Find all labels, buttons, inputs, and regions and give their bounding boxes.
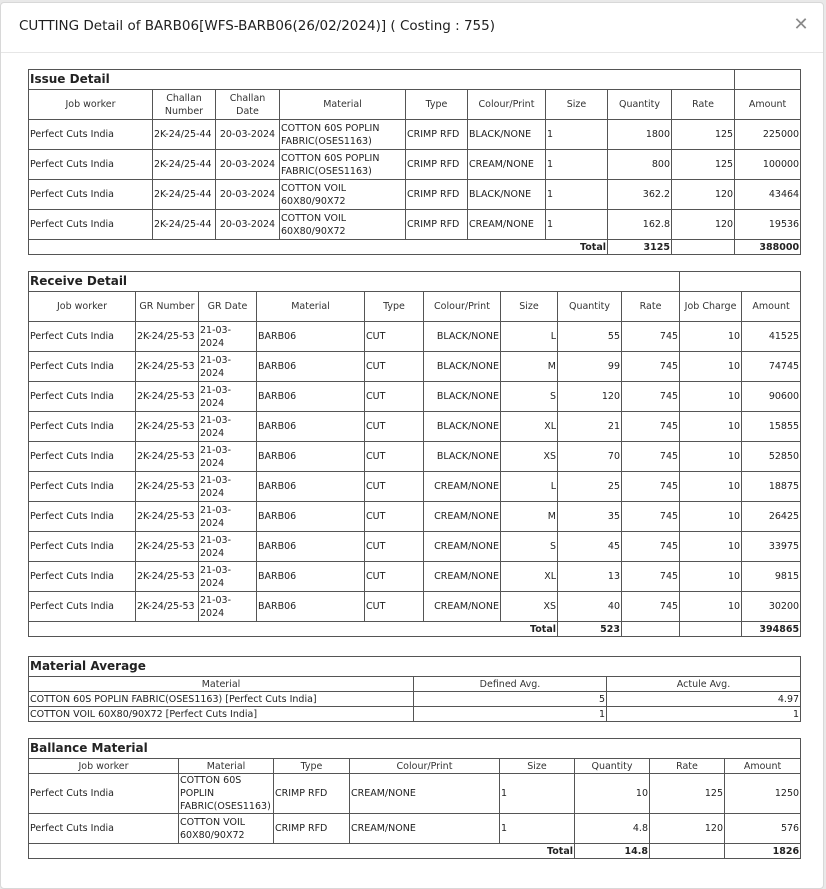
column-header: Size [500,759,575,774]
table-cell: BARB06 [257,592,365,622]
table-cell: Perfect Cuts India [29,210,153,240]
table-cell: 33975 [742,532,801,562]
table-cell: COTTON 60S POPLIN FABRIC(OSES1163) [280,120,406,150]
section-title: Issue Detail [29,70,735,90]
table-cell: 10 [680,442,742,472]
table-cell: Perfect Cuts India [29,412,136,442]
table-cell: 19536 [735,210,801,240]
column-header: Job worker [29,90,153,120]
total-row [29,622,801,637]
total-row [29,844,801,859]
table-cell: 10 [680,562,742,592]
table-cell: 18875 [742,472,801,502]
table-cell: 120 [650,814,725,844]
table-cell: BLACK/NONE [468,120,546,150]
table-cell: BLACK/NONE [424,412,501,442]
table-cell: 2K-24/25-53 [136,472,199,502]
table-cell: Perfect Cuts India [29,532,136,562]
table-cell: 2K-24/25-44 [153,120,216,150]
total-quantity: 14.8 [575,844,650,859]
table-cell: 21-03-2024 [199,412,257,442]
table-cell: 10 [575,774,650,814]
table-cell: 225000 [735,120,801,150]
material-average-table [28,656,801,722]
table-cell: Perfect Cuts India [29,120,153,150]
table-row [29,120,801,150]
column-header: Challan Date [216,90,280,120]
column-header: Material [29,677,414,692]
issue-detail-section [28,69,800,255]
table-cell: BARB06 [257,442,365,472]
table-cell: 20-03-2024 [216,150,280,180]
table-cell: 21-03-2024 [199,562,257,592]
table-cell: Perfect Cuts India [29,442,136,472]
section-title: Receive Detail [29,272,680,292]
balance-material-section [28,738,800,859]
column-header: Rate [672,90,735,120]
column-header: Actule Avg. [607,677,801,692]
table-cell: 1800 [608,120,672,150]
column-header: Type [274,759,350,774]
table-cell: BARB06 [257,352,365,382]
table-cell: 10 [680,532,742,562]
table-cell: BARB06 [257,472,365,502]
table-cell: M [501,502,558,532]
table-cell: COTTON 60S POPLIN FABRIC(OSES1163) [280,150,406,180]
table-cell: CREAM/NONE [468,210,546,240]
table-cell: BLACK/NONE [424,382,501,412]
column-header: Challan Number [153,90,216,120]
table-cell: COTTON VOIL 60X80/90X72 [Perfect Cuts India] [29,707,414,722]
table-cell: 21-03-2024 [199,532,257,562]
table-cell: BLACK/NONE [424,352,501,382]
table-cell: 1 [546,150,608,180]
table-cell: 10 [680,322,742,352]
table-cell: CREAM/NONE [350,814,500,844]
table-cell: 745 [622,322,680,352]
table-cell: 1 [414,707,607,722]
table-cell: 21-03-2024 [199,382,257,412]
table-cell: CUT [365,562,424,592]
table-cell: 20-03-2024 [216,180,280,210]
table-cell: 745 [622,412,680,442]
table-cell: 745 [622,592,680,622]
table-cell: CRIMP RFD [406,150,468,180]
table-cell: 21-03-2024 [199,442,257,472]
table-cell: CREAM/NONE [424,472,501,502]
table-cell: COTTON VOIL 60X80/90X72 [179,814,274,844]
table-cell: Perfect Cuts India [29,382,136,412]
table-cell: CREAM/NONE [424,532,501,562]
table-cell: CREAM/NONE [350,774,500,814]
table-cell: CRIMP RFD [274,774,350,814]
column-header: Job Charge [680,292,742,322]
table-cell: 2K-24/25-53 [136,562,199,592]
table-cell: CREAM/NONE [424,562,501,592]
total-quantity: 3125 [608,240,672,255]
column-header: Type [365,292,424,322]
column-header: GR Number [136,292,199,322]
total-amount: 388000 [735,240,801,255]
table-cell: CUT [365,592,424,622]
table-cell: 745 [622,382,680,412]
table-cell: 2K-24/25-53 [136,442,199,472]
table-cell: 1 [546,120,608,150]
table-header-row [29,292,801,322]
table-cell: 35 [558,502,622,532]
total-quantity: 523 [558,622,622,637]
table-cell: CUT [365,472,424,502]
table-cell: BARB06 [257,532,365,562]
column-header: Rate [622,292,680,322]
table-row [29,562,801,592]
table-cell: 13 [558,562,622,592]
table-cell: Perfect Cuts India [29,592,136,622]
column-header: Size [501,292,558,322]
table-cell: 21-03-2024 [199,502,257,532]
balance-material-table [28,738,801,859]
table-cell: 2K-24/25-44 [153,150,216,180]
table-cell: 125 [672,120,735,150]
modal-header [1,3,823,53]
table-cell: 10 [680,502,742,532]
total-label: Total [29,622,558,637]
table-cell: Perfect Cuts India [29,502,136,532]
table-cell: 745 [622,502,680,532]
table-row [29,322,801,352]
table-cell: 40 [558,592,622,622]
cutting-detail-modal [0,2,824,889]
table-cell: 21-03-2024 [199,352,257,382]
table-row [29,442,801,472]
column-header: Rate [650,759,725,774]
column-header: Amount [735,90,801,120]
column-header: Type [406,90,468,120]
table-cell: S [501,382,558,412]
table-cell: 10 [680,592,742,622]
table-cell: 120 [672,210,735,240]
section-title: Ballance Material [29,739,801,759]
column-header: Amount [742,292,801,322]
table-cell: CREAM/NONE [424,502,501,532]
table-cell: Perfect Cuts India [29,774,179,814]
total-amount: 1826 [725,844,801,859]
table-cell: 125 [650,774,725,814]
table-cell: 745 [622,532,680,562]
table-cell: 2K-24/25-53 [136,382,199,412]
table-row [29,502,801,532]
column-header: Quantity [575,759,650,774]
table-cell: 5 [414,692,607,707]
table-cell: 9815 [742,562,801,592]
section-title: Material Average [29,657,801,677]
table-cell: COTTON VOIL 60X80/90X72 [280,210,406,240]
table-cell: Perfect Cuts India [29,472,136,502]
table-cell: CREAM/NONE [424,592,501,622]
table-cell: 745 [622,472,680,502]
table-cell: S [501,532,558,562]
table-cell: 1 [500,774,575,814]
table-cell: 100000 [735,150,801,180]
table-cell: 162.8 [608,210,672,240]
table-cell: 2K-24/25-53 [136,322,199,352]
table-row [29,814,801,844]
column-header: Defined Avg. [414,677,607,692]
table-cell: CUT [365,322,424,352]
table-cell: CRIMP RFD [406,210,468,240]
table-cell: Perfect Cuts India [29,814,179,844]
table-cell: BLACK/NONE [468,180,546,210]
table-cell: XS [501,442,558,472]
table-cell: 576 [725,814,801,844]
table-cell: 30200 [742,592,801,622]
table-row [29,532,801,562]
total-amount: 394865 [742,622,801,637]
table-cell: 2K-24/25-53 [136,592,199,622]
table-cell: BARB06 [257,562,365,592]
total-label: Total [29,844,575,859]
table-cell: 10 [680,412,742,442]
table-cell: 55 [558,322,622,352]
table-cell: XL [501,412,558,442]
table-cell: 20-03-2024 [216,120,280,150]
table-cell: CUT [365,352,424,382]
table-cell: XL [501,562,558,592]
table-row [29,412,801,442]
table-cell: 21 [558,412,622,442]
table-cell: 1 [607,707,801,722]
table-cell: BLACK/NONE [424,442,501,472]
table-cell: 15855 [742,412,801,442]
table-cell: XS [501,592,558,622]
receive-detail-section [28,271,800,637]
table-cell: 43464 [735,180,801,210]
table-cell: 26425 [742,502,801,532]
table-cell: 21-03-2024 [199,592,257,622]
column-header: Job worker [29,292,136,322]
table-cell: 99 [558,352,622,382]
material-average-section [28,656,800,722]
table-cell: 10 [680,352,742,382]
table-cell: 125 [672,150,735,180]
column-header: Job worker [29,759,179,774]
table-cell: 10 [680,472,742,502]
table-cell: CUT [365,502,424,532]
table-cell: 70 [558,442,622,472]
table-cell: Perfect Cuts India [29,180,153,210]
table-row [29,707,801,722]
table-cell: COTTON 60S POPLIN FABRIC(OSES1163) [179,774,274,814]
table-cell: 2K-24/25-53 [136,502,199,532]
table-cell: Perfect Cuts India [29,322,136,352]
table-cell: CRIMP RFD [406,180,468,210]
table-cell: 1 [500,814,575,844]
table-cell: 21-03-2024 [199,322,257,352]
table-cell: CREAM/NONE [468,150,546,180]
column-header: Material [280,90,406,120]
close-icon[interactable]: ✕ [793,14,809,35]
table-cell: BARB06 [257,322,365,352]
table-cell: CRIMP RFD [274,814,350,844]
table-cell: BLACK/NONE [424,322,501,352]
column-header: Colour/Print [424,292,501,322]
column-header: Amount [725,759,801,774]
table-cell: COTTON 60S POPLIN FABRIC(OSES1163) [Perfect Cuts India] [29,692,414,707]
table-row [29,210,801,240]
table-cell: Perfect Cuts India [29,562,136,592]
table-header-row [29,90,801,120]
table-cell: 745 [622,562,680,592]
column-header: Colour/Print [468,90,546,120]
table-cell: 4.97 [607,692,801,707]
table-cell: 2K-24/25-44 [153,180,216,210]
table-cell: 10 [680,382,742,412]
table-cell: 21-03-2024 [199,472,257,502]
table-cell: BARB06 [257,502,365,532]
table-cell: 2K-24/25-44 [153,210,216,240]
table-cell: CUT [365,442,424,472]
total-label: Total [29,240,608,255]
column-header: GR Date [199,292,257,322]
column-header: Quantity [558,292,622,322]
receive-detail-table [28,271,801,637]
table-cell: 20-03-2024 [216,210,280,240]
table-cell: 362.2 [608,180,672,210]
table-cell: 2K-24/25-53 [136,352,199,382]
table-row [29,692,801,707]
table-cell: 120 [672,180,735,210]
table-cell: 800 [608,150,672,180]
table-cell: Perfect Cuts India [29,150,153,180]
modal-title: CUTTING Detail of BARB06[WFS-BARB06(26/02/2024)] ( Costing : 755) [19,18,496,34]
table-cell: BARB06 [257,412,365,442]
table-cell: CUT [365,532,424,562]
column-header: Material [257,292,365,322]
table-cell: 74745 [742,352,801,382]
issue-detail-table [28,69,801,255]
column-header: Colour/Print [350,759,500,774]
table-row [29,774,801,814]
table-cell: 90600 [742,382,801,412]
table-cell: 41525 [742,322,801,352]
table-cell: CRIMP RFD [406,120,468,150]
table-row [29,472,801,502]
table-cell: 1 [546,180,608,210]
table-row [29,382,801,412]
table-cell: L [501,322,558,352]
table-cell: 1250 [725,774,801,814]
table-cell: L [501,472,558,502]
table-cell: CUT [365,382,424,412]
total-row [29,240,801,255]
table-cell: 25 [558,472,622,502]
table-cell: Perfect Cuts India [29,352,136,382]
table-cell: M [501,352,558,382]
table-row [29,180,801,210]
table-cell: 120 [558,382,622,412]
table-cell: 745 [622,352,680,382]
table-row [29,592,801,622]
table-header-row [29,677,801,692]
table-cell: 4.8 [575,814,650,844]
column-header: Size [546,90,608,120]
table-cell: 2K-24/25-53 [136,532,199,562]
table-cell: 52850 [742,442,801,472]
table-cell: CUT [365,412,424,442]
table-cell: 745 [622,442,680,472]
table-cell: COTTON VOIL 60X80/90X72 [280,180,406,210]
column-header: Quantity [608,90,672,120]
table-cell: 1 [546,210,608,240]
table-row [29,150,801,180]
column-header: Material [179,759,274,774]
table-header-row [29,759,801,774]
table-cell: BARB06 [257,382,365,412]
table-row [29,352,801,382]
table-cell: 2K-24/25-53 [136,412,199,442]
table-cell: 45 [558,532,622,562]
